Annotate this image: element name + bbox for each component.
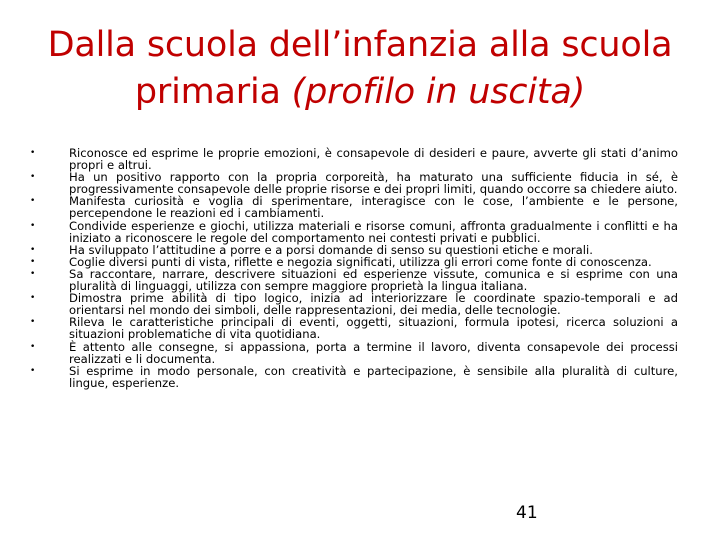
bullet-icon: • (30, 196, 36, 207)
list-item (30, 147, 678, 171)
slide-title (40, 22, 680, 116)
list-item (30, 292, 678, 316)
bullet-icon: • (30, 172, 36, 183)
bullet-icon: • (30, 293, 36, 304)
title-line-1: Dalla scuola dell’infanzia alla scuola (47, 25, 673, 65)
bullet-icon: • (30, 244, 36, 255)
list-item-text: Dimostra prime abilità di tipo logico, inizia ad interiorizzare le coordinate spazio-temporali e ad orientarsi nel mondo dei simboli, delle rappresentazioni, dei media, delle tecnologie. (69, 291, 678, 318)
list-item (30, 171, 678, 195)
bullet-icon: • (30, 317, 36, 328)
title-line-2-subtitle: (profilo in uscita) (291, 72, 586, 112)
list-item (30, 268, 678, 292)
title-line-2-main: primaria (134, 72, 281, 112)
page-number: 41 (516, 503, 538, 523)
bullet-icon: • (30, 341, 36, 352)
list-item-text: Condivide esperienze e giochi, utilizza materiali e risorse comuni, affronta gradualmente i conflitti e ha iniziato a riconoscere le regole del comportamento nei contesti privati e pubblici. (69, 218, 678, 245)
list-item-text: Rileva le caratteristiche principali di eventi, oggetti, situazioni, formula ipotesi, ricerca soluzioni a situazioni problematiche di vita quotidiana. (69, 315, 678, 342)
list-item-text: Ha sviluppato l’attitudine a porre e a porsi domande di senso su questioni etiche e morali. (69, 242, 593, 257)
list-item-text: Si esprime in modo personale, con creatività e partecipazione, è sensibile alla pluralità di culture, lingue, esperienze. (69, 363, 678, 390)
bullet-icon: • (30, 365, 36, 376)
list-item (30, 195, 678, 219)
bullet-icon: • (30, 268, 36, 279)
list-item-text: Sa raccontare, narrare, descrivere situazioni ed esperienze vissute, comunica e si esprime con una pluralità di linguaggi, utilizza con sempre maggiore proprietà la lingua italiana. (69, 266, 678, 294)
list-item-text: Riconosce ed esprime le proprie emozioni, è consapevole di desideri e paure, avverte gli stati d’animo propri e altrui. (69, 146, 678, 173)
list-item-text: Ha un positivo rapporto con la propria corporeità, ha maturato una sufficiente fiducia in sé, è progressivamente consapevole delle proprie risorse e dei propri limiti, quando occorre sa chiedere aiuto. (69, 170, 678, 197)
bullet-icon: • (30, 256, 36, 267)
list-item-text: Manifesta curiosità e voglia di sperimentare, interagisce con le cose, l’ambiente e le persone, percependone le reazioni ed i cambiamenti. (69, 194, 678, 221)
bullet-icon: • (30, 220, 36, 231)
list-item-text: È attento alle consegne, si appassiona, porta a termine il lavoro, diventa consapevole dei processi realizzati e li documenta. (69, 339, 678, 366)
bullet-icon: • (30, 148, 36, 158)
profile-bullet-list (30, 147, 678, 389)
list-item (30, 220, 678, 244)
list-item-text: Coglie diversi punti di vista, riflette e negozia significati, utilizza gli errori come fonte di conoscenza. (69, 254, 652, 269)
list-item (30, 316, 678, 340)
list-item (30, 341, 678, 365)
list-item (30, 365, 678, 389)
